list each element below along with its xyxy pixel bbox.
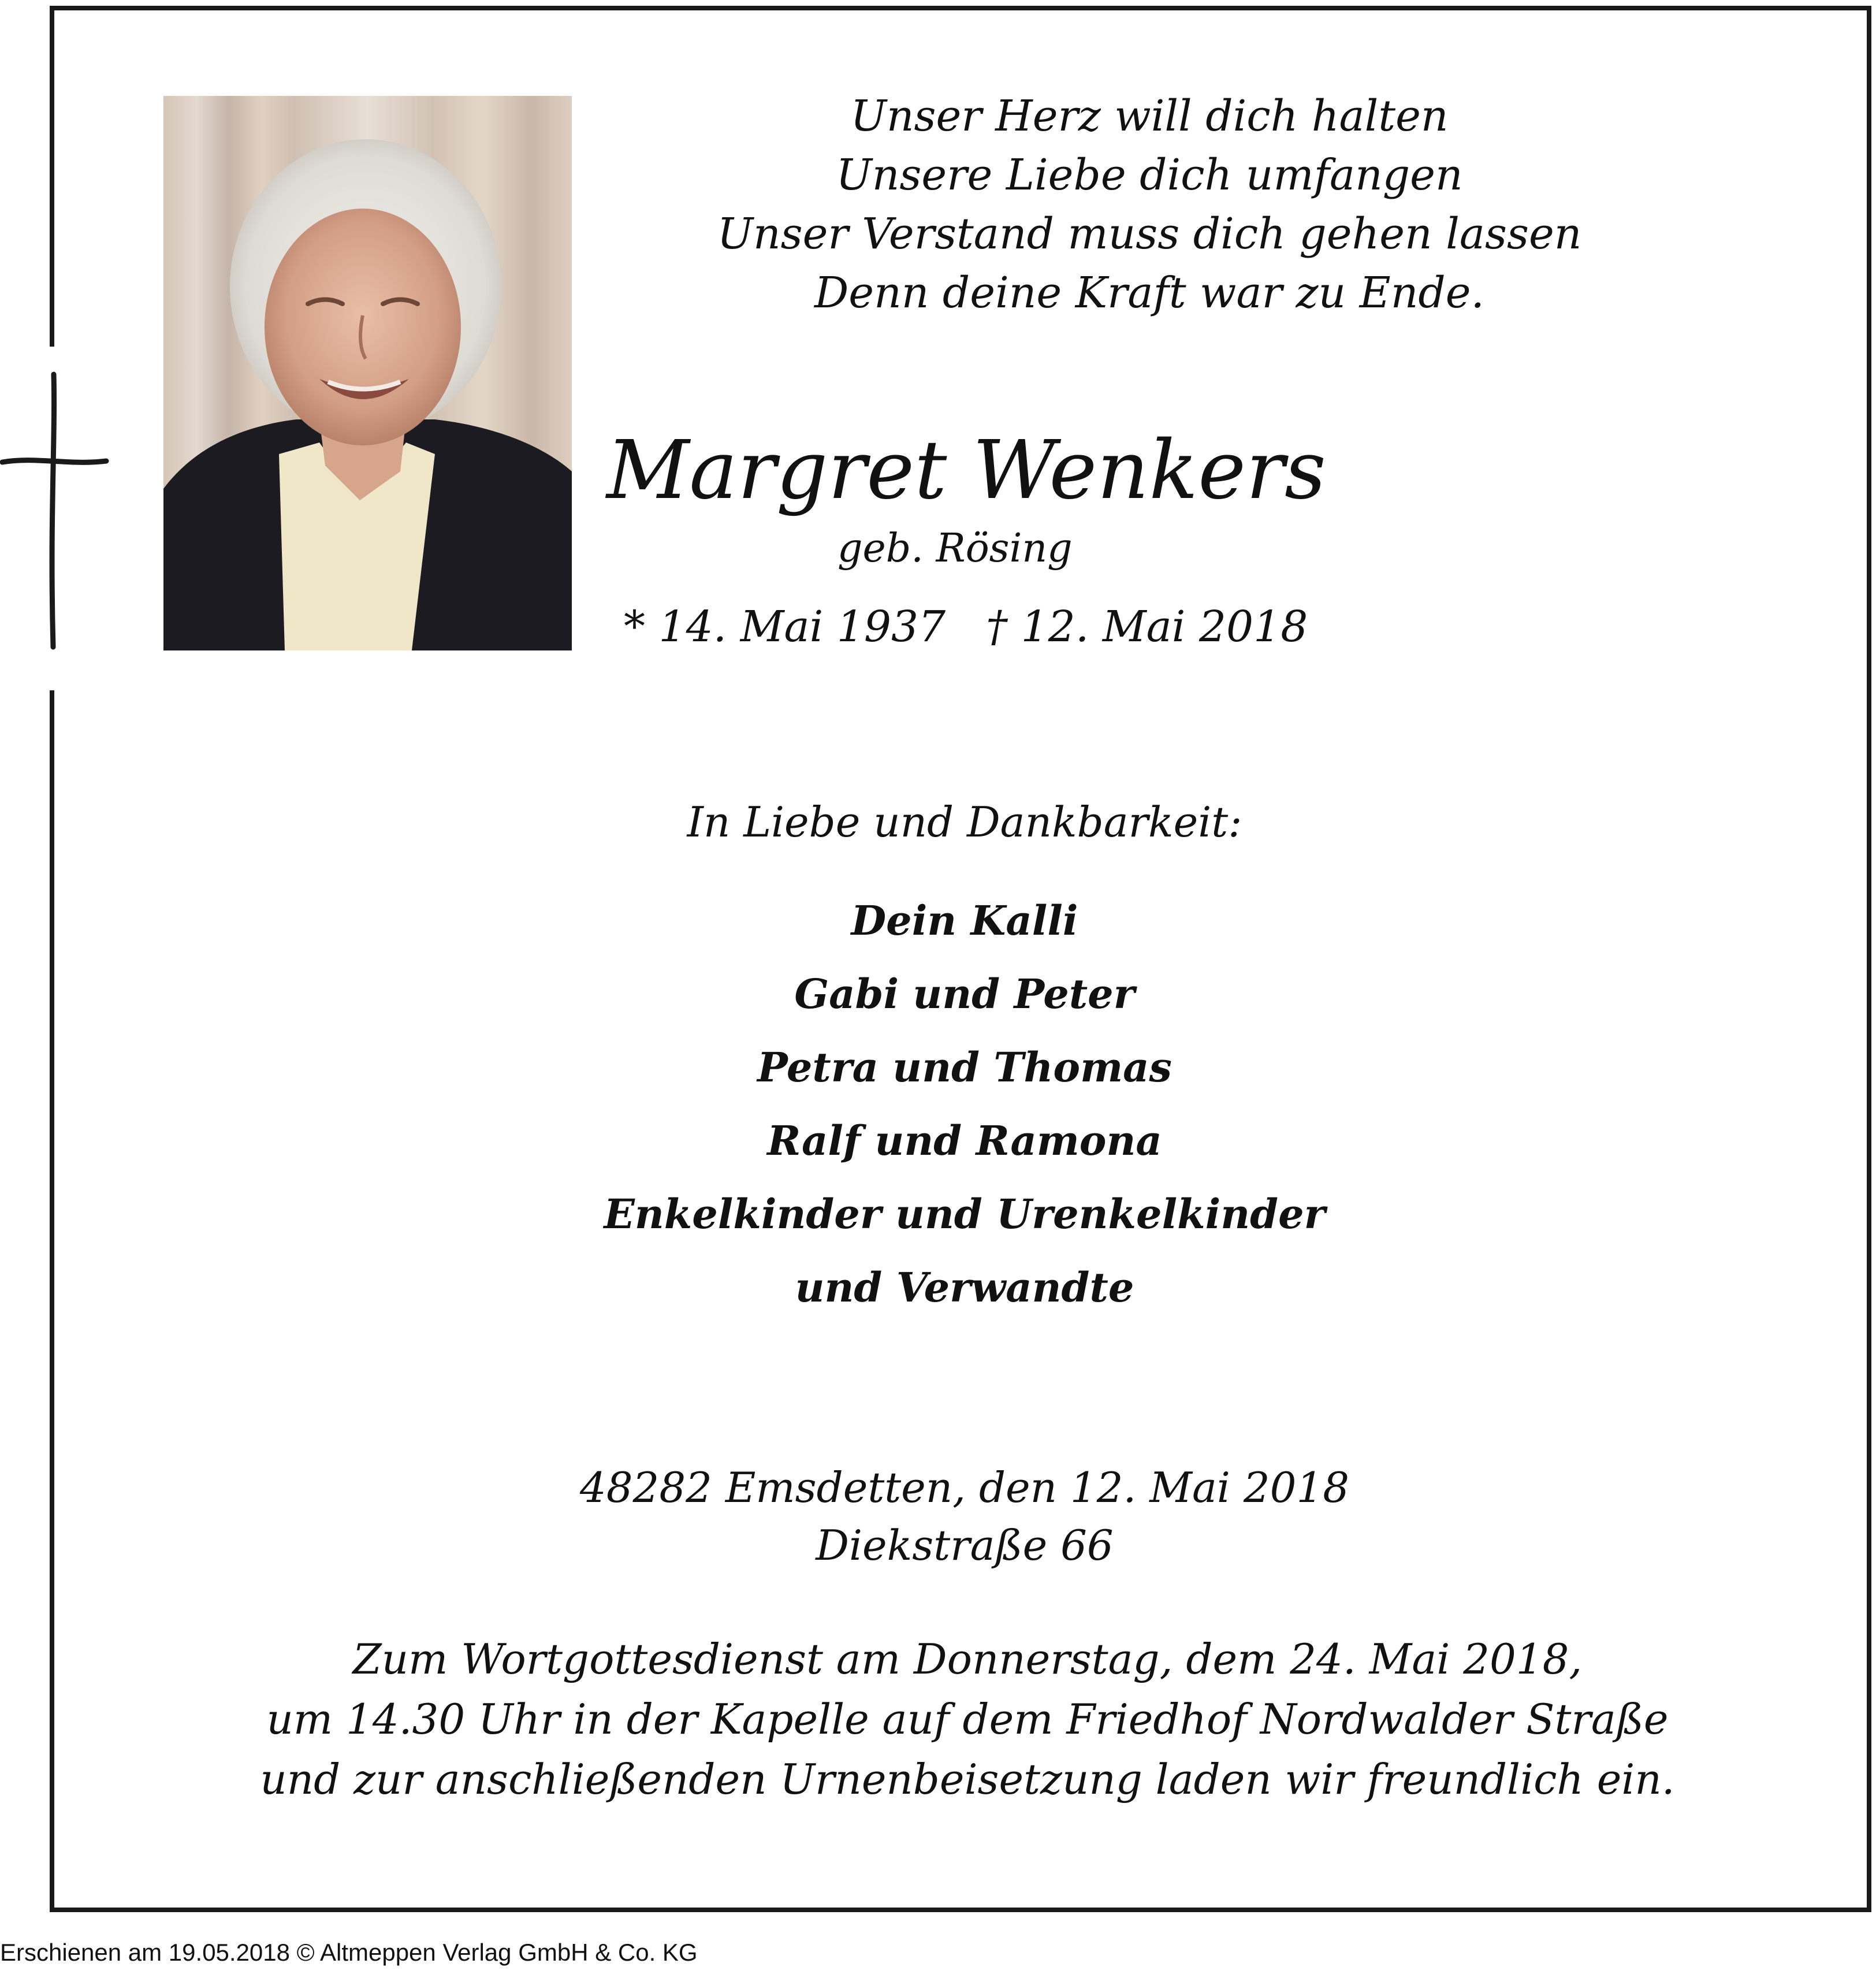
- family-member: Dein Kalli: [851, 897, 1078, 945]
- cross-icon: [0, 370, 110, 653]
- family-member: und Verwandte: [795, 1263, 1134, 1311]
- frame-left-border-lower: [50, 690, 54, 1912]
- family-member: Gabi und Peter: [794, 970, 1135, 1018]
- service-line: Zum Wortgottesdienst am Donnerstag, dem 24. Mai 2018,: [352, 1635, 1583, 1683]
- frame-right-border: [1867, 6, 1871, 1912]
- frame-left-border-upper: [50, 6, 54, 347]
- family-member: Enkelkinder und Urenkelkinder: [604, 1190, 1326, 1238]
- deceased-name: Margret Wenkers: [606, 423, 1326, 518]
- frame-top-border: [50, 6, 1871, 10]
- city-date: 48282 Emsdetten, den 12. Mai 2018: [579, 1463, 1350, 1512]
- service-line: um 14.30 Uhr in der Kapelle auf dem Friedhof Nordwalder Straße: [266, 1695, 1669, 1743]
- place-address: [462, 1459, 1467, 1574]
- verse-line: Unser Herz will dich halten: [850, 91, 1449, 141]
- verse-line: Denn deine Kraft war zu Ende.: [814, 268, 1485, 318]
- portrait-photo: [163, 96, 572, 650]
- birth-date: * 14. Mai 1937: [624, 602, 946, 652]
- publication-footer: Erschienen am 19.05.2018 © Altmeppen Verlag GmbH & Co. KG: [0, 1939, 698, 1966]
- family-member: Petra und Thomas: [757, 1043, 1172, 1091]
- maiden-name: geb. Rösing: [838, 526, 1073, 571]
- service-line: und zur anschließenden Urnenbeisetzung laden wir freundlich ein.: [260, 1755, 1675, 1804]
- street-address: Diekstraße 66: [816, 1521, 1114, 1570]
- verse-line: Unser Verstand muss dich gehen lassen: [717, 209, 1582, 259]
- family-list: [445, 884, 1484, 1324]
- life-dates: [624, 601, 1317, 653]
- verse: [635, 87, 1663, 322]
- dedication: In Liebe und Dankbarkeit:: [687, 798, 1242, 846]
- verse-line: Unsere Liebe dich umfangen: [836, 150, 1463, 200]
- frame-bottom-border: [50, 1908, 1871, 1912]
- family-member: Ralf und Ramona: [767, 1117, 1162, 1165]
- service-info: [144, 1629, 1791, 1809]
- death-date: † 12. Mai 2018: [986, 602, 1308, 652]
